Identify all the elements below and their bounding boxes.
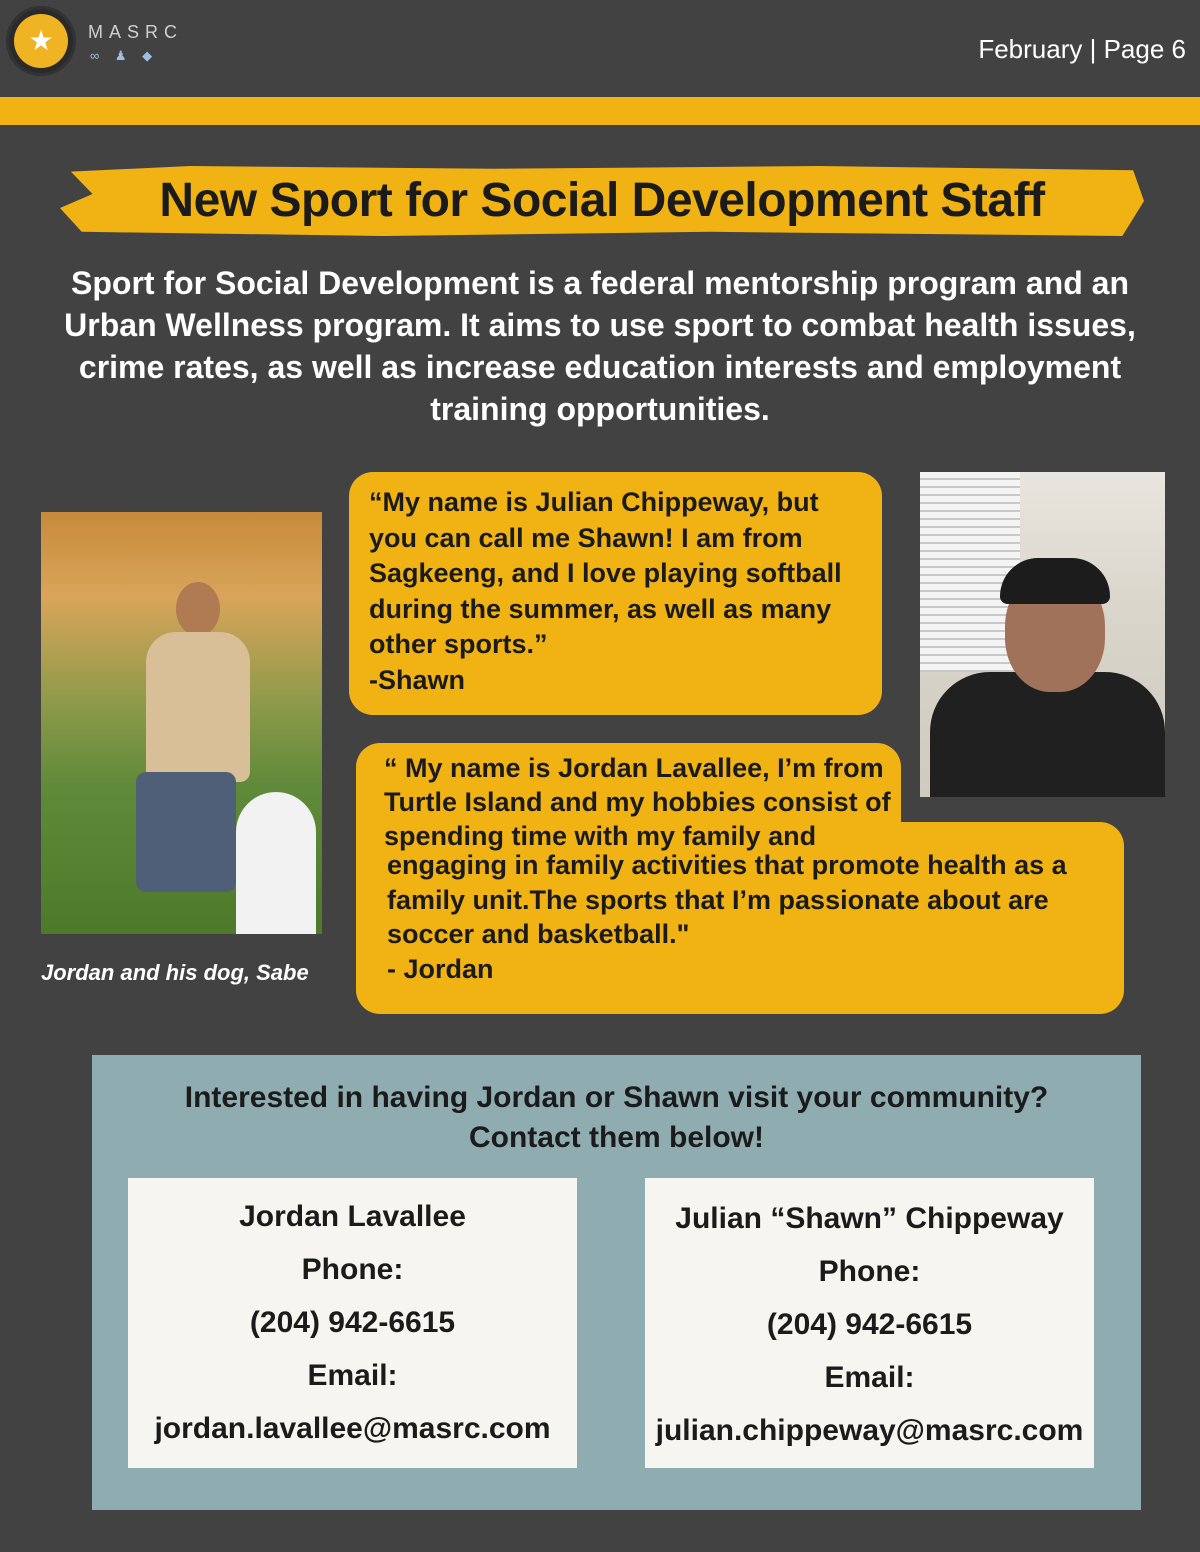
jordan-photo bbox=[41, 512, 322, 934]
phone-number[interactable]: (204) 942-6615 bbox=[249, 1306, 456, 1339]
email-label: Email: bbox=[824, 1361, 915, 1394]
runner-icon: ★ bbox=[14, 14, 68, 68]
logo-emblem bbox=[6, 6, 76, 76]
header-divider bbox=[0, 97, 1200, 125]
contact-card-shawn bbox=[645, 1178, 1094, 1468]
email-address[interactable]: julian.chippeway@masrc.com bbox=[655, 1414, 1084, 1447]
shawn-quote-signature: -Shawn bbox=[369, 664, 466, 695]
logo-wordmark: MASRC bbox=[88, 22, 184, 42]
shawn-photo bbox=[920, 472, 1165, 797]
email-label: Email: bbox=[307, 1359, 398, 1392]
contact-name: Julian “Shawn” Chippeway bbox=[675, 1202, 1064, 1235]
jordan-photo-caption: Jordan and his dog, Sabe bbox=[41, 960, 309, 985]
cap-figure bbox=[1000, 558, 1110, 604]
page-header bbox=[0, 0, 1200, 96]
page-label: February | Page 6 bbox=[978, 34, 1186, 64]
contact-heading bbox=[92, 1078, 1141, 1158]
contact-heading-line1: Interested in having Jordan or Shawn visit your community? bbox=[184, 1081, 1049, 1114]
dog-figure bbox=[236, 792, 316, 934]
contact-card-jordan bbox=[128, 1178, 577, 1468]
contact-heading-line2: Contact them below! bbox=[468, 1121, 764, 1154]
masrc-logo bbox=[6, 6, 206, 78]
email-address[interactable]: jordan.lavallee@masrc.com bbox=[154, 1412, 551, 1445]
page-title: New Sport for Social Development Staff bbox=[159, 174, 1045, 227]
shawn-quote-text bbox=[369, 485, 874, 698]
phone-number[interactable]: (204) 942-6615 bbox=[766, 1308, 973, 1341]
phone-label: Phone: bbox=[818, 1255, 921, 1288]
jordan-quote-signature: - Jordan bbox=[387, 953, 494, 984]
contact-name: Jordan Lavallee bbox=[239, 1200, 466, 1233]
jordan-quote-text-bottom bbox=[387, 848, 1117, 986]
intro-paragraph: Sport for Social Development is a federal mentorship program and an Urban Wellness program. It aims to use sport to combat health issues, crime rates, as well as increase education interests and employment training opportunities. bbox=[64, 265, 1136, 427]
logo-symbols-icon: ∞ ♟ ◆ bbox=[90, 48, 159, 63]
jordan-quote-body: engaging in family activities that promote health as a family unit.The sports that I’m passionate about are soccer and basketball." bbox=[387, 850, 1067, 949]
jordan-figure bbox=[136, 582, 256, 912]
phone-label: Phone: bbox=[301, 1253, 404, 1286]
jordan-quote-text-top: “ My name is Jordan Lavallee, I’m from Turtle Island and my hobbies consist of spending time with my family and bbox=[384, 753, 891, 851]
shawn-quote-body: “My name is Julian Chippeway, but you can call me Shawn! I am from Sagkeeng, and I love playing softball during the summer, as well as many other sports.” bbox=[369, 487, 842, 659]
